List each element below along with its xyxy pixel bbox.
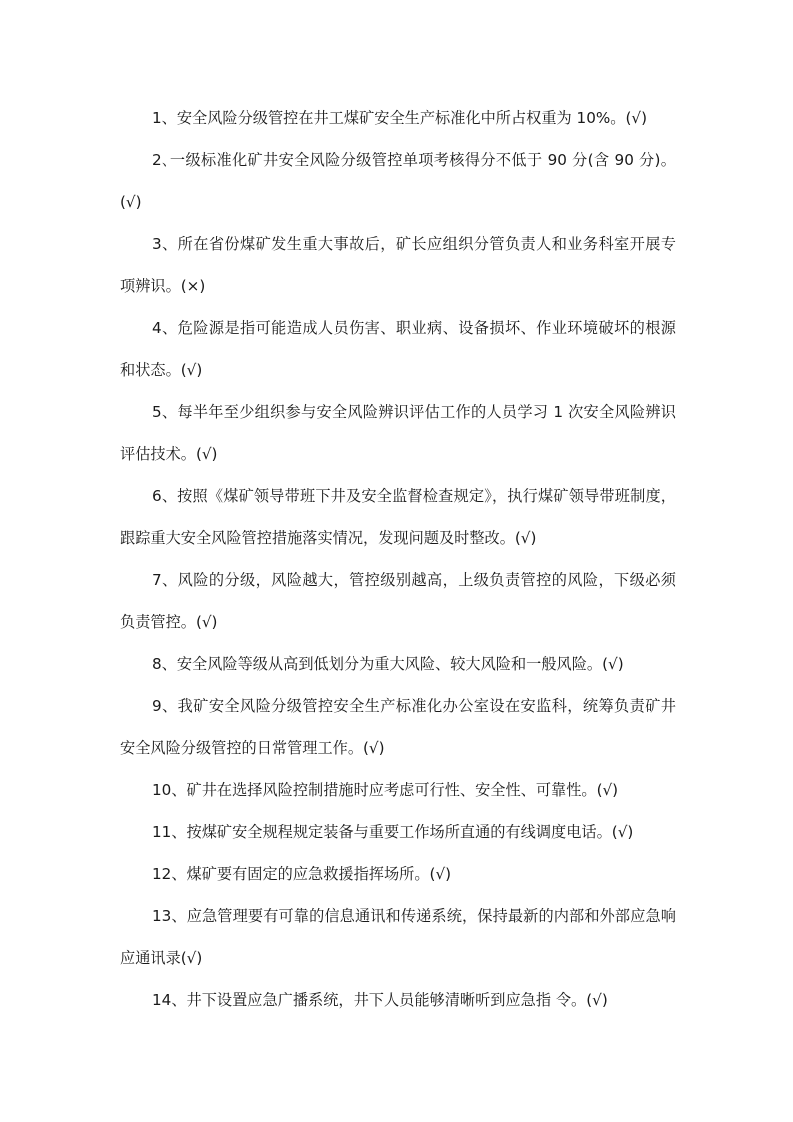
list-item: 4、危险源是指可能造成人员伤害、职业病、设备损坏、作业环境破坏的根源和状态。(√) bbox=[120, 319, 676, 379]
list-item: 14、井下设置应急广播系统，井下人员能够清晰听到应急指 令。(√) bbox=[152, 991, 608, 1009]
list-item: 13、应急管理要有可靠的信息通讯和传递系统，保持最新的内部和外部应急响应通讯录(√) bbox=[120, 907, 676, 967]
list-item: 6、按照《煤矿领导带班下井及安全监督检查规定》，执行煤矿领导带班制度，跟踪重大安全风险管控措施落实情况，发现问题及时整改。(√) bbox=[120, 487, 676, 547]
list-item: 12、煤矿要有固定的应急救援指挥场所。(√) bbox=[152, 865, 452, 883]
list-item: 5、每半年至少组织参与安全风险辨识评估工作的人员学习 1 次安全风险辨识评估技术。(√) bbox=[120, 403, 676, 463]
list-item: 9、我矿安全风险分级管控安全生产标准化办公室设在安监科，统筹负责矿井安全风险分级管控的日常管理工作。(√) bbox=[120, 697, 676, 757]
list-item: 1、安全风险分级管控在井工煤矿安全生产标准化中所占权重为 10%。(√) bbox=[152, 109, 648, 127]
list-item: 3、所在省份煤矿发生重大事故后，矿长应组织分管负责人和业务科室开展专项辨识。(×) bbox=[120, 235, 676, 295]
list-item: 11、按煤矿安全规程规定装备与重要工作场所直通的有线调度电话。(√) bbox=[152, 823, 634, 841]
list-item: 8、安全风险等级从高到低划分为重大风险、较大风险和一般风险。(√) bbox=[152, 655, 624, 673]
list-item: 10、矿井在选择风险控制措施时应考虑可行性、安全性、可靠性。(√) bbox=[152, 781, 619, 799]
list-item: 2､一级标准化矿井安全风险分级管控单项考核得分不低于 90 分(含 90 分)。(√) bbox=[120, 151, 676, 211]
question-list bbox=[120, 97, 676, 1021]
list-item: 7、风险的分级，风险越大，管控级别越高，上级负责管控的风险，下级必须负责管控。(√) bbox=[120, 571, 676, 631]
